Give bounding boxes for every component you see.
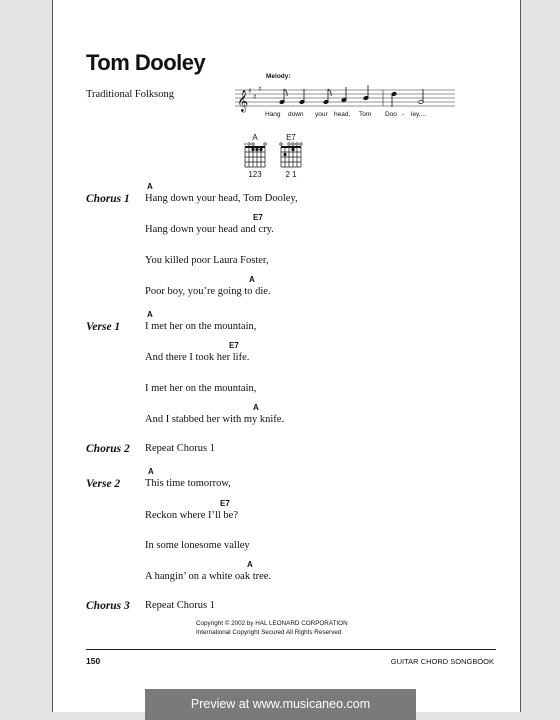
chord-diagram-fingering: 2 1 [285, 170, 297, 179]
melody-lyric: head, [334, 111, 351, 118]
chord-diagram-name: A [252, 133, 258, 142]
lyric-line: And there I took her life. [145, 352, 250, 363]
melody-notes [279, 85, 423, 107]
lyric-line: Hang down your head and cry. [145, 224, 274, 235]
lyric-line: Repeat Chorus 1 [145, 443, 215, 454]
A-chord-diagram-icon [242, 142, 268, 170]
lyric-line: And I stabbed her with my knife. [145, 414, 285, 425]
melody-lyric: ley,... [411, 111, 427, 118]
copyright-notice [196, 619, 348, 637]
svg-text:×: × [243, 142, 247, 147]
lyric-line: A hangin’ on a white oak tree. [145, 571, 272, 582]
chord-symbol: A [148, 467, 154, 476]
melody-lyric: Doo [385, 111, 397, 118]
chord-symbol: A [253, 403, 259, 412]
svg-text:♯: ♯ [248, 87, 252, 95]
lyric-line: Poor boy, you’re going to die. [145, 286, 271, 297]
melody-staff [233, 80, 458, 114]
section-label-chorus-2: Chorus 2 [86, 443, 130, 455]
section-label-chorus-3: Chorus 3 [86, 600, 130, 612]
lyric-line: In some lonesome valley [145, 540, 250, 551]
section-label-verse-1: Verse 1 [86, 321, 121, 333]
section-label-verse-2: Verse 2 [86, 478, 121, 490]
chord-diagram-fingering: 123 [248, 170, 262, 179]
E7-chord-diagram-icon [278, 142, 304, 170]
copyright-line: Copyright © 2002 by HAL LEONARD CORPORATION [196, 620, 348, 627]
melody-lyric: your [315, 111, 328, 118]
lyric-line: Reckon where I’ll be? [145, 510, 238, 521]
svg-text:♯: ♯ [253, 93, 257, 101]
section-label-chorus-1: Chorus 1 [86, 193, 130, 205]
melody-lyric: Hang [265, 111, 281, 118]
melody-lyric: down [288, 111, 304, 118]
chord-symbol: A [147, 310, 153, 319]
sheet-page [52, 0, 521, 712]
chord-symbol: E7 [229, 341, 239, 350]
song-title: Tom Dooley [86, 50, 206, 75]
footer-rule [86, 649, 496, 650]
lyric-line: Repeat Chorus 1 [145, 600, 215, 611]
melody-lyric: Tom [359, 111, 372, 118]
song-subtitle: Traditional Folksong [86, 89, 174, 100]
lyric-line: This time tomorrow, [145, 478, 231, 489]
key-signature-icon [248, 85, 261, 101]
chord-symbol: E7 [253, 213, 263, 222]
treble-clef-icon: 𝄞 [237, 90, 249, 112]
chord-symbol: E7 [220, 499, 230, 508]
chord-symbol: A [249, 275, 255, 284]
svg-text:♯: ♯ [258, 85, 262, 93]
lyric-line: You killed poor Laura Foster, [145, 255, 269, 266]
chord-symbol: A [147, 182, 153, 191]
copyright-line: International Copyright Secured All Rights Reserved [196, 629, 342, 636]
lyric-line: I met her on the mountain, [145, 321, 257, 332]
melody-label: Melody: [266, 73, 291, 80]
chord-symbol: A [247, 560, 253, 569]
page-number: 150 [86, 656, 101, 666]
melody-lyric: - [402, 111, 405, 118]
lyric-line: Hang down your head, Tom Dooley, [145, 193, 298, 204]
lyric-line: I met her on the mountain, [145, 383, 257, 394]
preview-link-banner[interactable]: Preview at www.musicaneo.com [145, 689, 416, 720]
chord-diagram-name: E7 [286, 133, 296, 142]
book-title: GUITAR CHORD SONGBOOK [390, 657, 494, 666]
